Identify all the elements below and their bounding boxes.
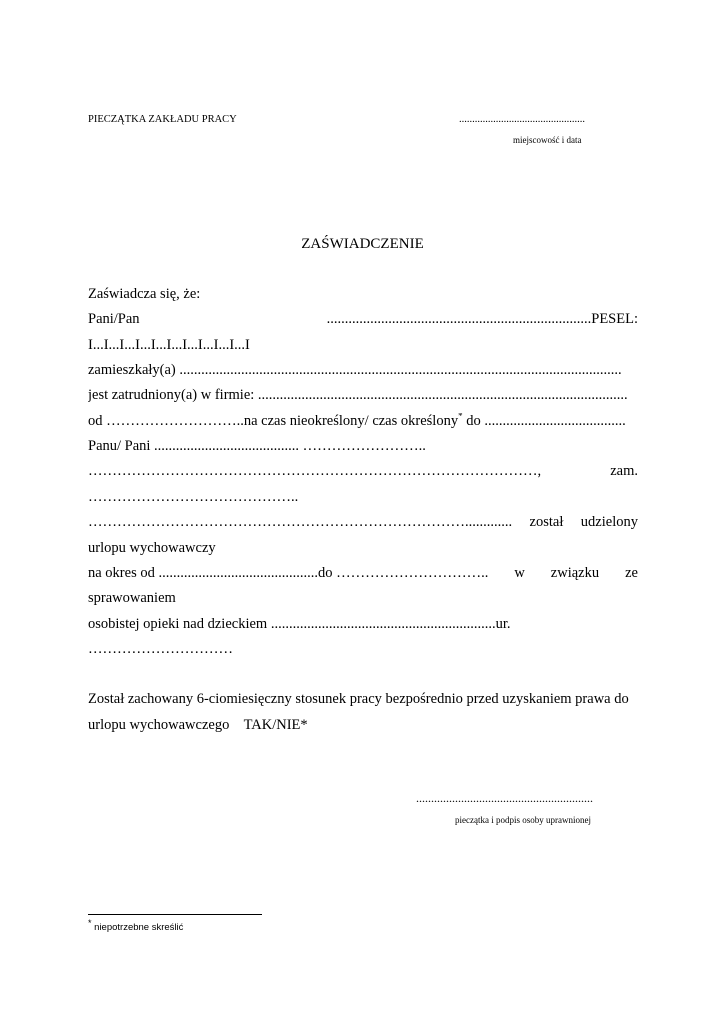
name-label: Pani/Pan bbox=[88, 311, 140, 327]
leave-type-line: urlopu wychowawczy bbox=[88, 540, 216, 556]
leave-granted-field: ……………………………………………………………………............. bbox=[88, 514, 513, 530]
document-title: ZAŚWIADCZENIE bbox=[301, 236, 424, 252]
care-line-1: sprawowaniem bbox=[88, 590, 176, 606]
name-line bbox=[88, 311, 638, 328]
leave-granted-line bbox=[88, 514, 638, 531]
employment-end-field: do ....................................... bbox=[462, 413, 626, 429]
footnote-mark: * bbox=[458, 413, 463, 422]
signature-field: ........................................................... bbox=[416, 791, 593, 805]
address-line: zamieszkały(a) .......................................................................................................................... bbox=[88, 362, 622, 378]
employment-statement-line1: Został zachowany 6-ciomiesięczny stosunek pracy bezpośrednio przed uzyskaniem prawa do bbox=[88, 691, 629, 707]
signature-label: pieczątka i podpis osoby uprawnionej bbox=[455, 815, 591, 825]
pesel-boxes: I...I...I...I...I...I...I...I...I...I...I bbox=[88, 337, 250, 353]
leave-period-word3: ze bbox=[625, 565, 638, 581]
employment-statement-line2: urlopu wychowawczego TAK/NIE* bbox=[88, 717, 308, 733]
person-name-line bbox=[88, 463, 638, 480]
employment-period-text: od ………………………..na czas nieokreślony/ czas określony bbox=[88, 413, 459, 429]
footnote bbox=[88, 917, 184, 933]
place-date-field: ................................................ bbox=[459, 114, 585, 125]
stamp-label: PIECZĄTKA ZAKŁADU PRACY bbox=[88, 114, 237, 125]
leave-period-word1: w bbox=[514, 565, 525, 581]
care-line-2: osobistej opieki nad dzieckiem ..............................................................ur. bbox=[88, 616, 511, 632]
footnote-divider bbox=[88, 914, 262, 915]
person-line: Panu/ Pani ........................................ …………………….. bbox=[88, 438, 426, 454]
employer-line: jest zatrudniony(a) w firmie: ...................................................................................................... bbox=[88, 387, 628, 403]
leave-period-word2: związku bbox=[550, 565, 600, 581]
birth-date-field: ………………………… bbox=[88, 641, 233, 657]
place-date-label: miejscowość i data bbox=[513, 135, 582, 145]
leave-period-line bbox=[88, 565, 638, 582]
name-pesel-field: .........................................................................PESEL: bbox=[326, 311, 638, 327]
certify-line: Zaświadcza się, że: bbox=[88, 286, 201, 302]
person-name-field: …………………………………………………………………………………, bbox=[88, 463, 542, 479]
leave-granted-word1: został bbox=[529, 514, 564, 530]
leave-period-field: na okres od ............................................do ………………………….. bbox=[88, 565, 489, 581]
footnote-star: * bbox=[88, 917, 92, 928]
residence-label: zam. bbox=[610, 463, 638, 479]
leave-granted-word2: udzielony bbox=[580, 514, 638, 530]
footnote-text: niepotrzebne skreślić bbox=[91, 922, 184, 933]
residence-field: …………………………………….. bbox=[88, 489, 299, 505]
employment-period-line bbox=[88, 413, 638, 430]
